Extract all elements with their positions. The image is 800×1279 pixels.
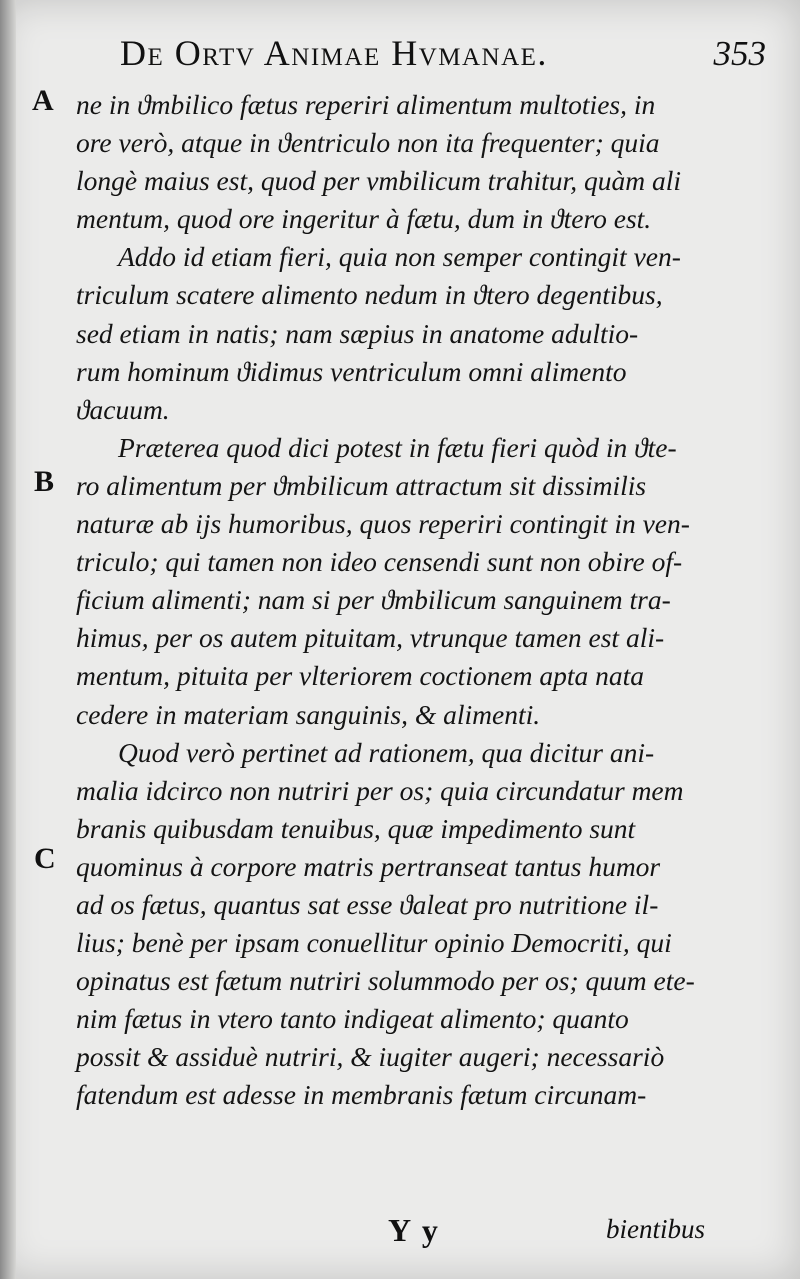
text-line: ore verò, atque in ϑentriculo non ita frequenter; quia: [76, 127, 660, 159]
text-line: himus, per os autem pituitam, vtrunque tamen est ali-: [76, 622, 665, 654]
page-header: [110, 28, 780, 78]
page-footer: [0, 1212, 800, 1262]
text-line: branis quibusdam tenuibus, quæ impedimento sunt: [76, 812, 636, 844]
running-title: De Ortv Animae Hvmanae.: [120, 33, 548, 73]
text-line: cedere in materiam sanguinis, & alimenti.: [76, 698, 541, 730]
signature-mark: Y y: [388, 1212, 440, 1248]
text-line: triculo; qui tamen non ideo censendi sunt non obire of-: [76, 546, 683, 578]
text-line: lius; benè per ipsam conuellitur opinio Democriti, qui: [76, 927, 672, 959]
text-line: triculum scatere alimento nedum in ϑtero degentibus,: [76, 279, 663, 311]
text-line: mentum, pituita per vlteriorem coctionem apta nata: [76, 660, 644, 692]
catchword: bientibus: [606, 1214, 705, 1244]
text-line: malia idcirco non nutriri per os; quia circundatur mem: [76, 774, 684, 806]
text-line: nim fætus in vtero tanto indigeat alimento; quanto: [76, 1003, 629, 1035]
margin-marker-b: B: [34, 465, 55, 498]
margin-marker-a: A: [32, 84, 54, 117]
text-line: ϑacuum.: [76, 393, 170, 425]
text-line: ad os fætus, quantus sat esse ϑaleat pro nutritione il-: [76, 888, 659, 920]
text-line: mentum, quod ore ingeritur à fætu, dum in ϑtero est.: [76, 203, 652, 235]
text-line: longè maius est, quod per vmbilicum trahitur, quàm ali: [76, 165, 681, 197]
text-line: rum hominum ϑidimus ventriculum omni alimento: [76, 355, 627, 387]
text-line: fatendum est adesse in membranis fætum circunam-: [76, 1079, 647, 1111]
text-line: Addo id etiam fieri, quia non semper contingit ven-: [118, 241, 681, 273]
text-line: naturæ ab ijs humoribus, quos reperiri contingit in ven-: [76, 508, 690, 540]
text-line: opinatus est fætum nutriri solummodo per os; quum ete-: [76, 965, 695, 997]
text-line: sed etiam in natis; nam sæpius in anatome adultio-: [76, 317, 639, 349]
text-line: Quod verò pertinet ad rationem, qua dicitur ani-: [118, 736, 655, 768]
text-line: ficium alimenti; nam si per ϑmbilicum sanguinem tra-: [76, 584, 671, 616]
text-line: possit & assiduè nutriri, & iugiter augeri; necessariò: [76, 1041, 665, 1073]
margin-marker-c: C: [34, 842, 56, 875]
text-line: quominus à corpore matris pertranseat tantus humor: [76, 850, 661, 882]
body-text: [76, 86, 766, 1115]
text-line: ro alimentum per ϑmbilicum attractum sit dissimilis: [76, 469, 647, 501]
page-number: 353: [713, 34, 766, 73]
text-line: Præterea quod dici potest in fætu fieri quòd in ϑte-: [118, 431, 677, 463]
page-gutter: [0, 0, 16, 1279]
text-line: ne in ϑmbilico fætus reperiri alimentum multoties, in: [76, 89, 656, 120]
